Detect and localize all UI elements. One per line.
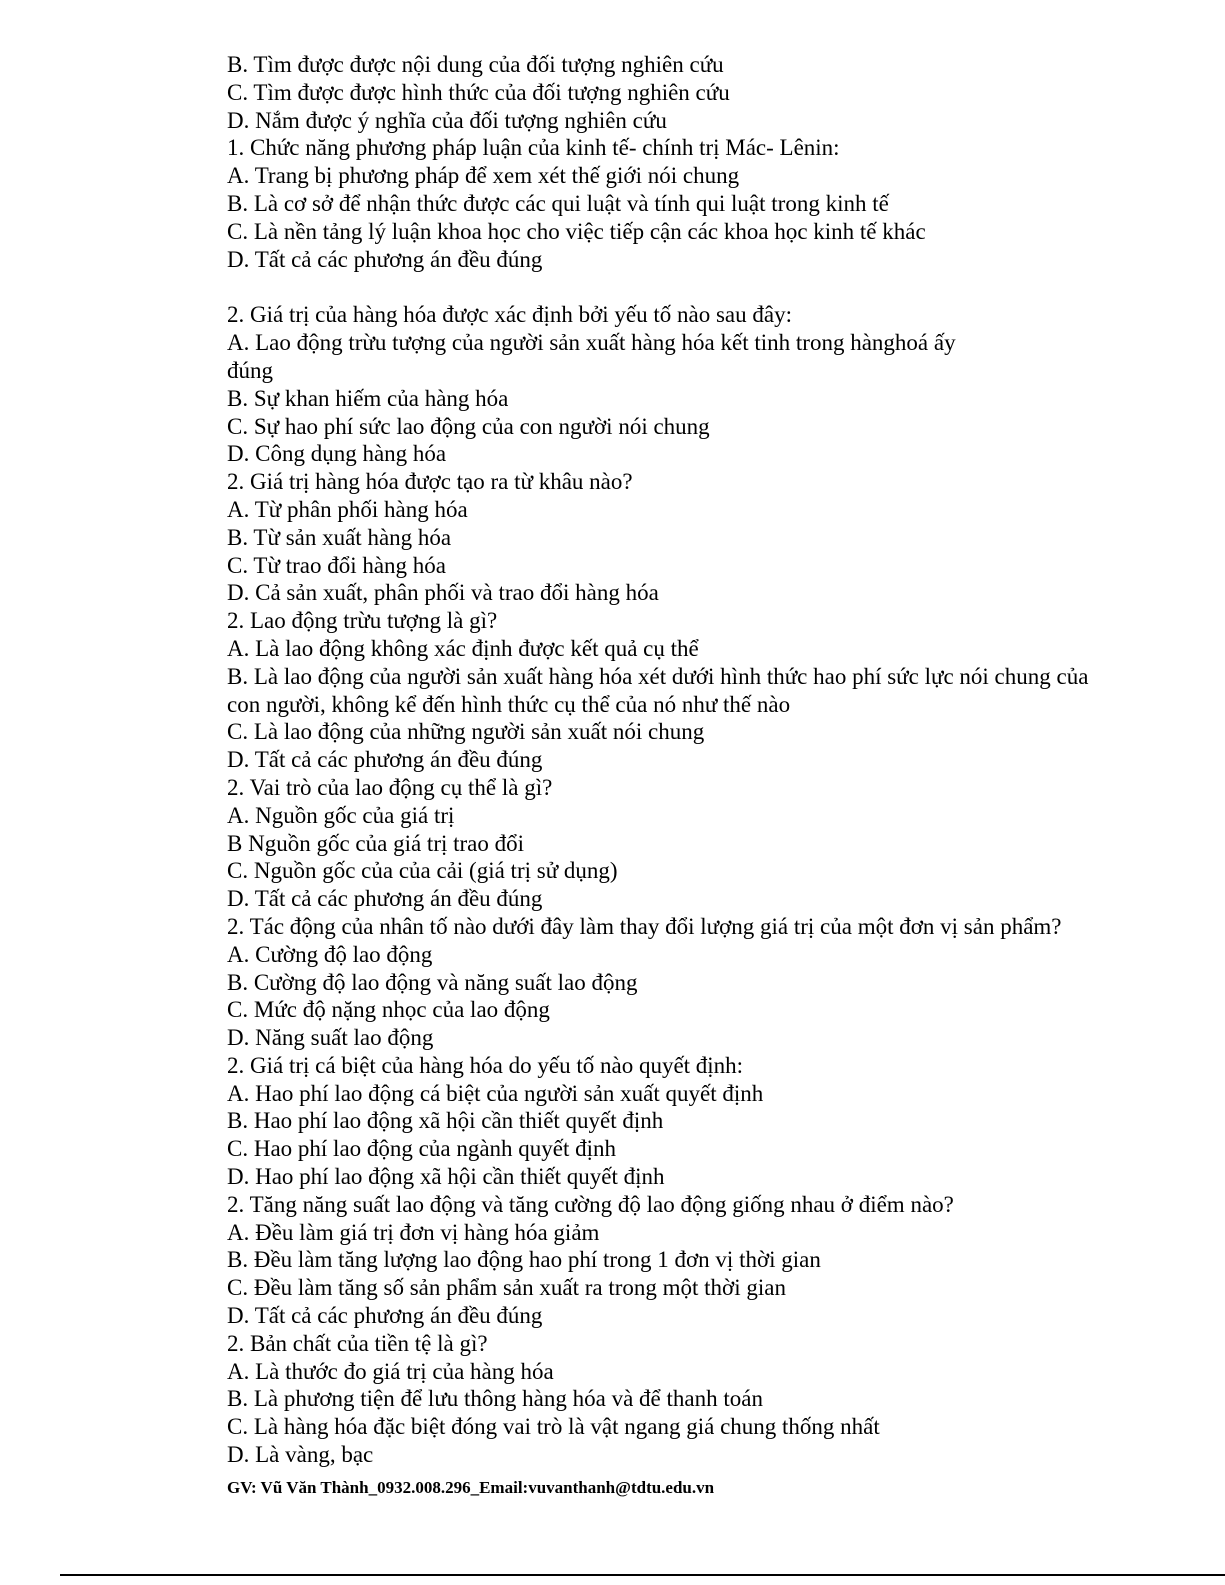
answer-option: B. Từ sản xuất hàng hóa (227, 524, 452, 550)
answer-option: A. Là thước đo giá trị của hàng hóa (227, 1358, 554, 1384)
question-list (227, 51, 1157, 1469)
answer-option: B. Là phương tiện để lưu thông hàng hóa và để thanh toán (227, 1386, 763, 1412)
question-text: 2. Giá trị của hàng hóa được xác định bởi yếu tố nào sau đây: (227, 302, 792, 328)
question-text: 2. Vai trò của lao động cụ thể là gì? (227, 774, 553, 800)
answer-option: D. Hao phí lao động xã hội cần thiết quyết định (227, 1164, 665, 1190)
answer-option: B. Sự khan hiếm của hàng hóa (227, 385, 509, 411)
answer-option: C. Là hàng hóa đặc biệt đóng vai trò là vật ngang giá chung thống nhất (227, 1414, 880, 1440)
answer-option: C. Đều làm tăng số sản phẩm sản xuất ra trong một thời gian (227, 1275, 786, 1301)
answer-option: B Nguồn gốc của giá trị trao đổi (227, 830, 525, 856)
question-text: 2. Tăng năng suất lao động và tăng cường độ lao động giống nhau ở điểm nào? (227, 1191, 954, 1217)
answer-option: B. Tìm được được nội dung của đối tượng nghiên cứu (227, 52, 724, 77)
answer-option: B. Đều làm tăng lượng lao động hao phí trong 1 đơn vị thời gian (227, 1247, 821, 1273)
answer-option: C. Là nền tảng lý luận khoa học cho việc tiếp cận các khoa học kinh tế khác (227, 218, 926, 244)
answer-option: A. Từ phân phối hàng hóa (227, 496, 468, 522)
question-text: 2. Lao động trừu tượng là gì? (227, 608, 498, 634)
answer-option: A. Trang bị phương pháp để xem xét thế giới nói chung (227, 163, 740, 189)
answer-option: D. Tất cả các phương án đều đúng (227, 747, 543, 773)
answer-option: C. Tìm được được hình thức của đối tượng nghiên cứu (227, 79, 730, 105)
bottom-divider (60, 1574, 1225, 1576)
answer-option: B. Hao phí lao động xã hội cần thiết quyết định (227, 1108, 664, 1134)
answer-option: A. Nguồn gốc của giá trị (227, 802, 455, 828)
answer-option: D. Tất cả các phương án đều đúng (227, 246, 543, 272)
footer-author-contact: GV: Vũ Văn Thành_0932.008.296_Email:vuvanthanh@tdtu.edu.vn (227, 1478, 715, 1497)
answer-option: D. Nắm được ý nghĩa của đối tượng nghiên cứu (227, 107, 667, 133)
answer-option: D. Cả sản xuất, phân phối và trao đổi hàng hóa (227, 580, 659, 606)
text-line: con người, không kể đến hình thức cụ thể của nó như thế nào (227, 691, 791, 717)
answer-option: C. Là lao động của những người sản xuất nói chung (227, 719, 705, 745)
answer-option: B. Là cơ sở để nhận thức được các qui luật và tính qui luật trong kinh tế (227, 190, 889, 216)
question-text: 2. Giá trị hàng hóa được tạo ra từ khâu nào? (227, 469, 633, 495)
question-text: 1. Chức năng phương pháp luận của kinh tế- chính trị Mác- Lênin: (227, 135, 840, 161)
answer-option: C. Hao phí lao động của ngành quyết định (227, 1136, 617, 1162)
answer-option: B. Cường độ lao động và năng suất lao động (227, 969, 638, 995)
answer-option: C. Từ trao đổi hàng hóa (227, 552, 447, 578)
blank-line (227, 273, 1157, 301)
answer-option: A. Là lao động không xác định được kết quả cụ thể (227, 635, 699, 661)
answer-option: D. Năng suất lao động (227, 1025, 434, 1051)
answer-option: C. Nguồn gốc của của cải (giá trị sử dụng) (227, 858, 618, 884)
answer-option: A. Đều làm giá trị đơn vị hàng hóa giảm (227, 1219, 600, 1245)
text-line: đúng (227, 357, 273, 383)
answer-option: D. Tất cả các phương án đều đúng (227, 1303, 543, 1329)
answer-option: A. Cường độ lao động (227, 941, 433, 967)
answer-option: C. Mức độ nặng nhọc của lao động (227, 997, 550, 1023)
question-text: 2. Giá trị cá biệt của hàng hóa do yếu tố nào quyết định: (227, 1052, 744, 1078)
question-text: 2. Bản chất của tiền tệ là gì? (227, 1330, 488, 1356)
answer-option: D. Tất cả các phương án đều đúng (227, 886, 543, 912)
answer-option: C. Sự hao phí sức lao động của con người nói chung (227, 413, 710, 439)
answer-option: D. Là vàng, bạc (227, 1442, 374, 1468)
answer-option: B. Là lao động của người sản xuất hàng hóa xét dưới hình thức hao phí sức lực nói chung của (227, 663, 1089, 689)
question-text: 2. Tác động của nhân tố nào dưới đây làm thay đổi lượng giá trị của một đơn vị sản phẩm? (227, 913, 1062, 939)
answer-option: D. Công dụng hàng hóa (227, 441, 447, 467)
answer-option: A. Lao động trừu tượng của người sản xuất hàng hóa kết tinh trong hànghoá ấy (227, 330, 956, 356)
answer-option: A. Hao phí lao động cá biệt của người sản xuất quyết định (227, 1080, 764, 1106)
